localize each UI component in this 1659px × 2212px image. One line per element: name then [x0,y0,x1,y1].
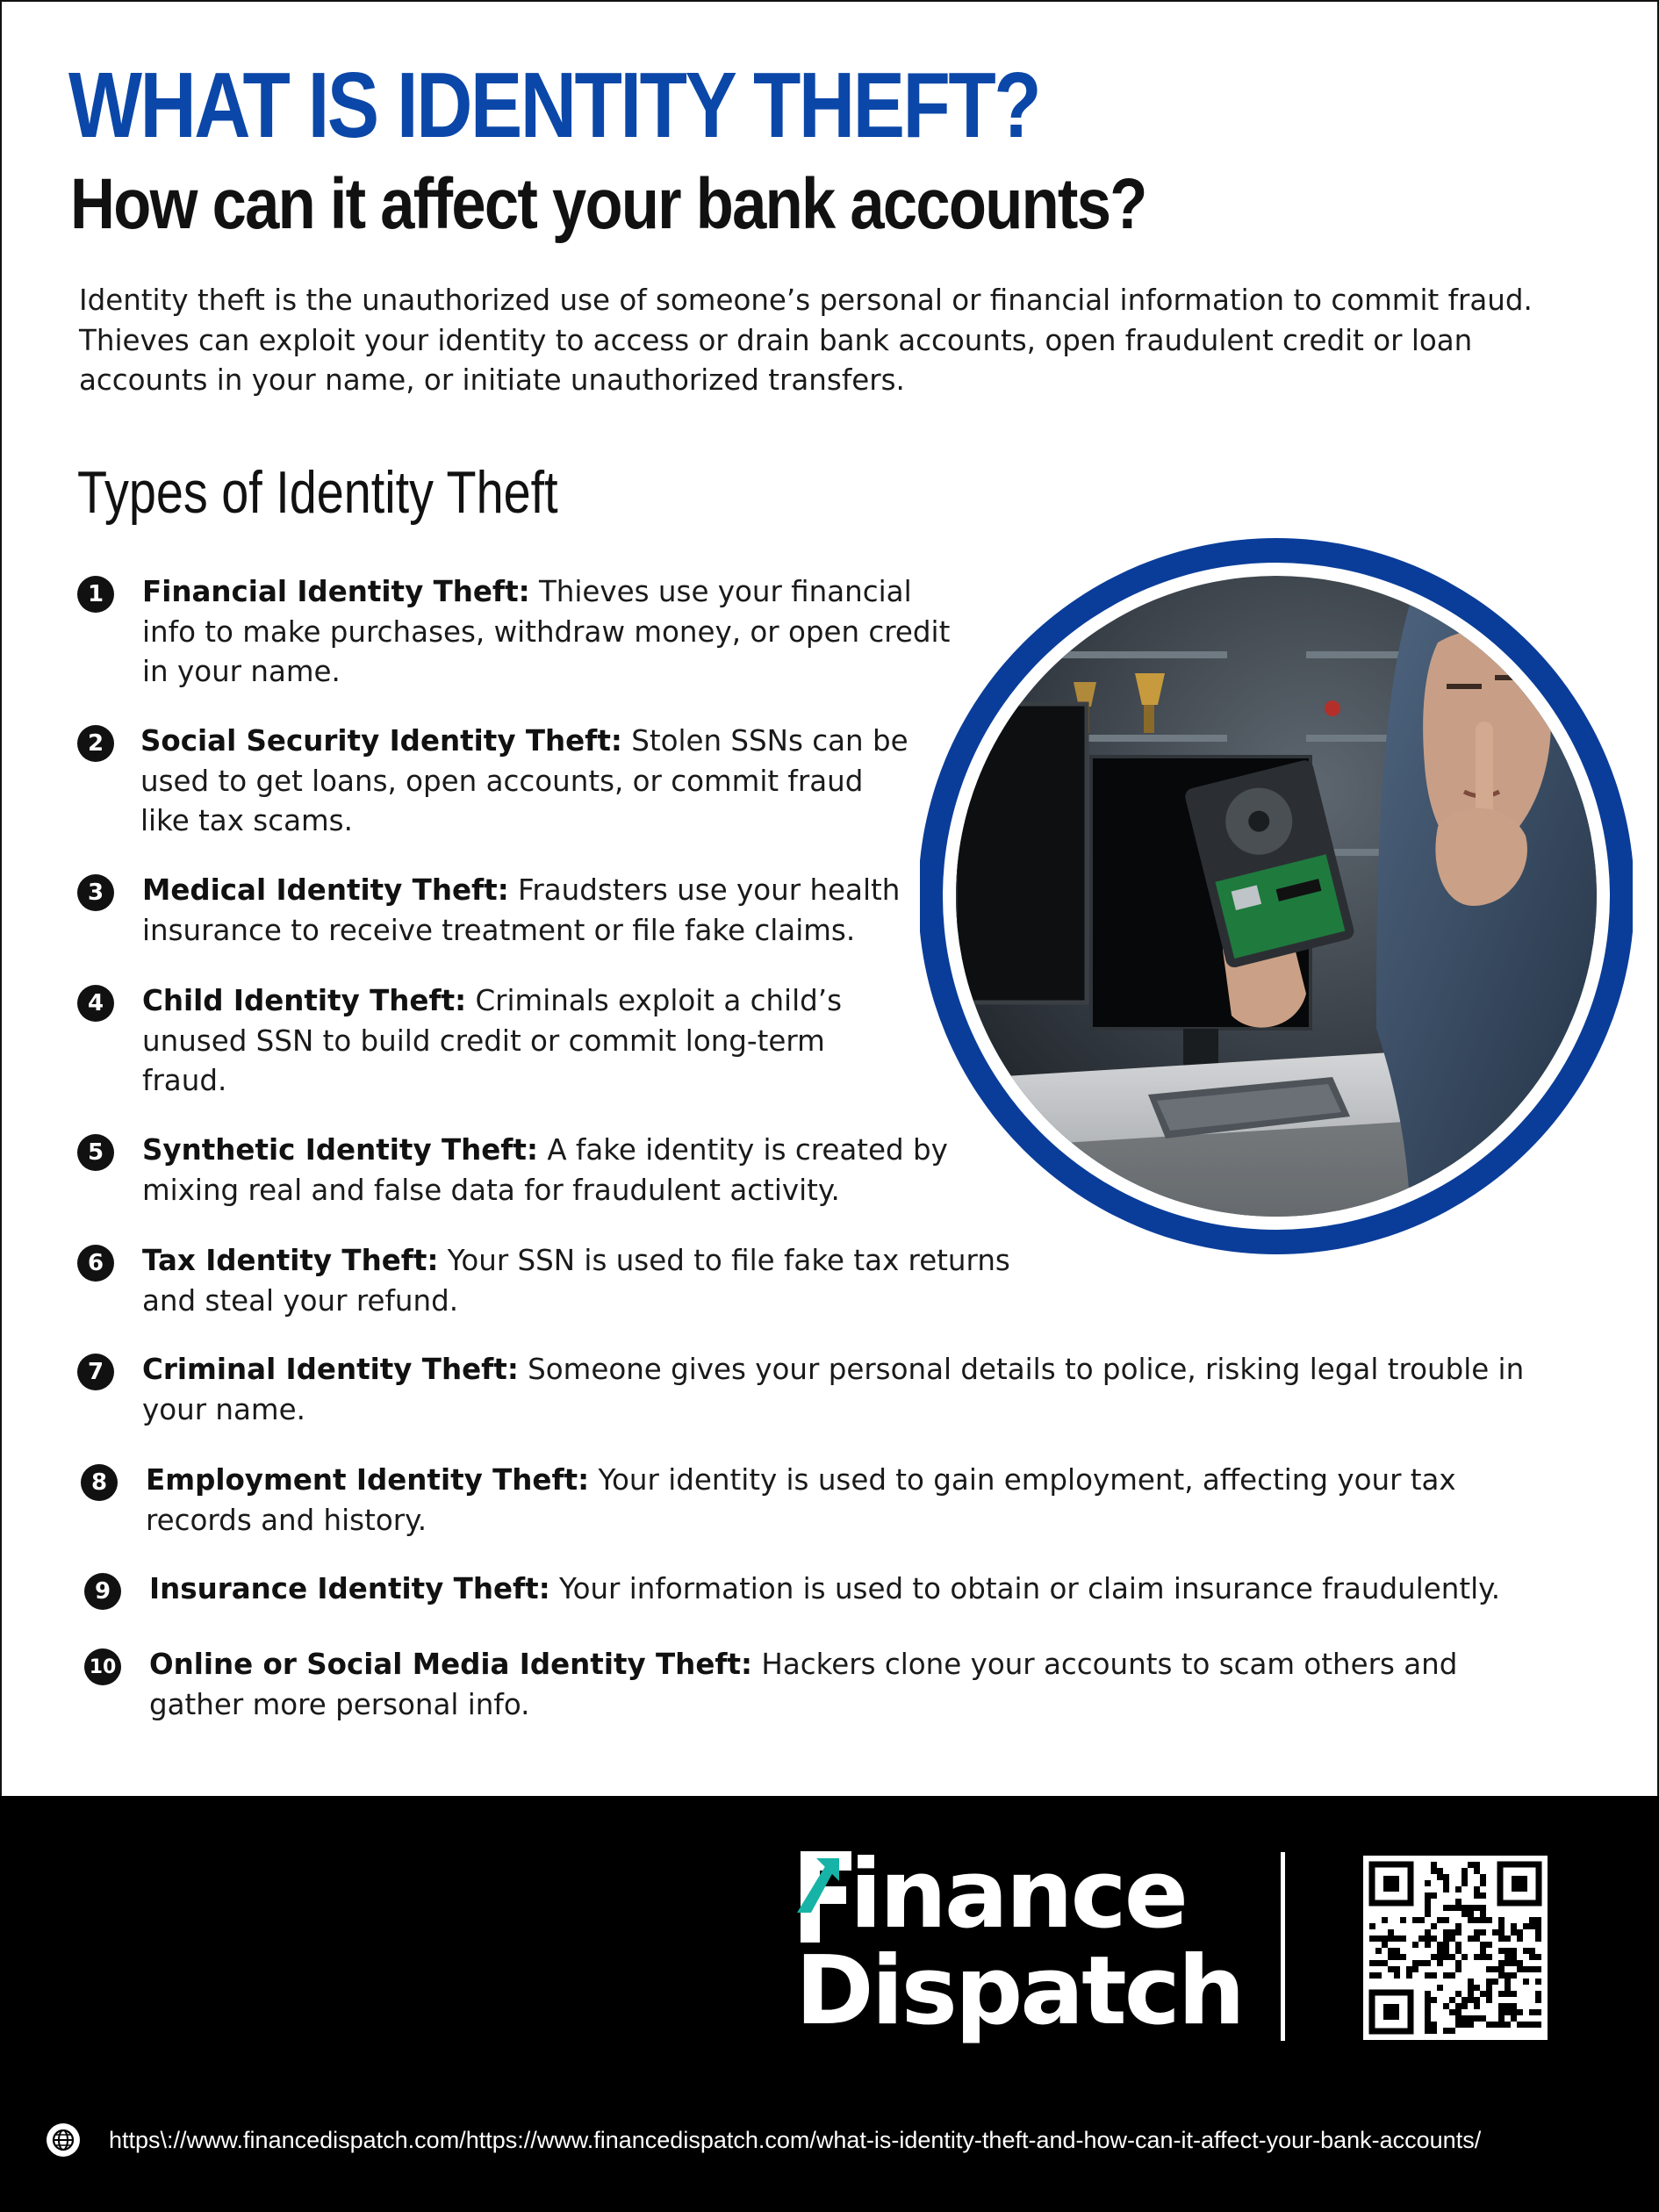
list-item [84,1645,1541,1725]
number-badge: 4 [77,985,114,1022]
page-subtitle: How can it affect your bank accounts? [70,164,1146,244]
item-text [142,1131,955,1210]
number-badge: 7 [77,1354,114,1390]
item-text [142,1350,1534,1430]
item-title: Criminal Identity Theft: [142,1353,519,1386]
number-badge: 5 [77,1134,114,1171]
item-desc: Your identity is used to gain employment, affecting your tax records and history. [146,1463,1456,1537]
item-title: Synthetic Identity Theft: [142,1133,538,1167]
item-text [142,1241,1043,1321]
number-badge: 2 [77,725,114,762]
intro-paragraph: Identity theft is the unauthorized use of someone’s personal or financial information to commit fraud. Thieves can exploit your identity to access or drain bank accounts, open fraudulent credit or loan accounts in your name, or initiate unauthorized transfers. [79,284,1533,397]
number-badge: 1 [77,576,114,613]
item-desc: Stolen SSNs can be used to get loans, open accounts, or commit fraud like tax scams. [140,724,908,837]
number-badge: 10 [84,1648,121,1685]
list-item [77,1350,1534,1430]
item-text [142,871,920,951]
item-desc: Fraudsters use your health insurance to receive treatment or file fake claims. [142,873,901,947]
number-badge: 8 [81,1464,118,1501]
item-desc: Hackers clone your accounts to scam others and gather more personal info. [149,1648,1458,1721]
item-desc: Criminals exploit a child’s unused SSN to build credit or commit long-term fraud. [142,984,843,1097]
list-item [81,1461,1485,1540]
number-badge: 9 [84,1573,121,1610]
item-text [149,1645,1541,1725]
number-badge: 6 [77,1245,114,1282]
finance-dispatch-logo[interactable] [795,1840,1243,2046]
item-title: Financial Identity Theft: [142,575,530,608]
item-desc: A fake identity is created by mixing real and false data for fraudulent activity. [142,1133,948,1207]
hacker-photo [920,537,1633,1255]
hacker-photo-graphic [920,537,1633,1255]
list-item [77,572,955,693]
logo-arrow-icon [795,1851,853,1943]
item-title: Social Security Identity Theft: [140,724,622,758]
item-title: Online or Social Media Identity Theft: [149,1648,753,1681]
list-item [84,1569,1585,1610]
page-title: WHAT IS IDENTITY THEFT? [68,54,1040,157]
list-item [77,722,911,842]
number-badge: 3 [77,874,114,911]
item-title: Tax Identity Theft: [142,1244,439,1277]
item-text [149,1569,1500,1610]
section-title: Types of Identity Theft [77,459,558,526]
qr-code[interactable] [1363,1856,1548,2040]
list-item [77,1131,955,1210]
list-item [77,871,920,951]
item-desc: Someone gives your personal details to police, risking legal trouble in your name. [142,1353,1525,1426]
qr-code-graphic [1363,1856,1548,2040]
logo-text-dispatch: Dispatch [795,1936,1243,2046]
logo-text-finance: inance [850,1840,1186,1950]
item-desc: Your SSN is used to file fake tax returns and steal your refund. [142,1244,1010,1318]
footer-divider [1281,1852,1285,2041]
item-desc: Your information is used to obtain or claim insurance fraudulently. [549,1572,1501,1605]
item-title: Employment Identity Theft: [146,1463,590,1497]
item-title: Insurance Identity Theft: [149,1572,550,1605]
list-item [77,1241,1043,1321]
list-item [77,981,885,1102]
item-text [142,572,955,693]
item-title: Child Identity Theft: [142,984,467,1017]
source-url[interactable]: https\://www.financedispatch.com/https://www.financedispatch.com/what-is-identity-theft-and-how-can-it-affect-your-bank-accounts/ [109,2126,1482,2153]
item-title: Medical Identity Theft: [142,873,509,907]
item-text [140,722,911,842]
item-desc: Thieves use your financial info to make purchases, withdraw money, or open credit in your name. [142,575,951,688]
url-row [46,2122,1481,2158]
item-text [146,1461,1485,1540]
item-text [142,981,885,1102]
globe-icon [46,2122,81,2158]
